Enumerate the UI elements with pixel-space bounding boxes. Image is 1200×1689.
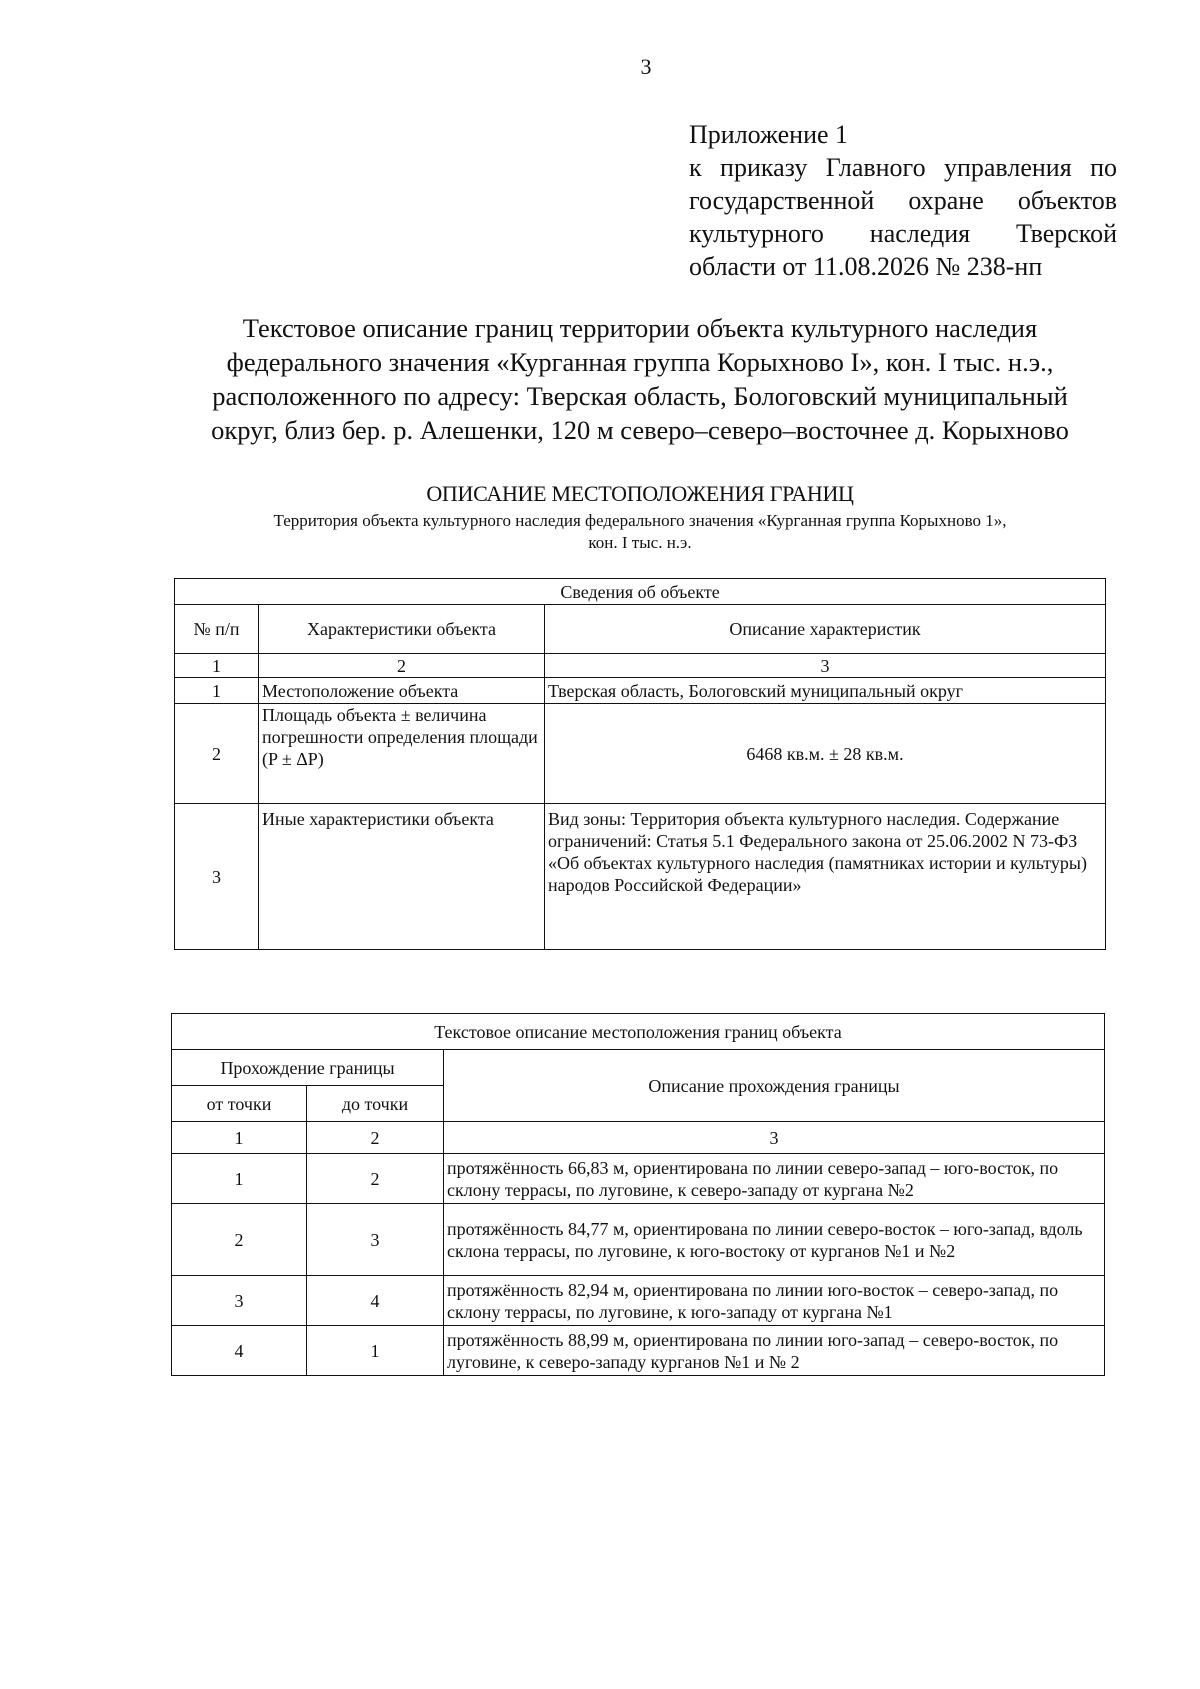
from-point: 1: [172, 1154, 307, 1204]
row-value: 6468 кв.м. ± 28 кв.м.: [545, 704, 1106, 804]
title-line: федерального значения «Курганная группа Корыхново I», кон. I тыс. н.э.,: [226, 347, 1054, 377]
table-row: [172, 1204, 1105, 1276]
boundary-description: протяжённость 84,77 м, ориентирована по линии северо-восток – юго-запад, вдоль склона террасы, по луговине, к юго-востоку от курганов №1 и №2: [444, 1204, 1105, 1276]
to-point-header: до точки: [307, 1086, 444, 1122]
table-row: [175, 804, 1106, 950]
from-point: 2: [172, 1204, 307, 1276]
from-point: 4: [172, 1326, 307, 1376]
section-heading: ОПИСАНИЕ МЕСТОПОЛОЖЕНИЯ ГРАНИЦ: [426, 481, 854, 506]
row-characteristic: Площадь объекта ± величина погрешности определения площади (P ± ΔP): [259, 704, 545, 804]
table-row: [172, 1326, 1105, 1376]
table-row: [175, 678, 1106, 704]
from-point: 3: [172, 1276, 307, 1326]
column-number: 1: [172, 1122, 307, 1154]
table-row: [172, 1154, 1105, 1204]
header-description: Описание характеристик: [545, 605, 1106, 654]
column-number: 2: [259, 654, 545, 678]
row-number: 3: [175, 804, 259, 950]
to-point: 3: [307, 1204, 444, 1276]
row-number: 2: [175, 704, 259, 804]
title-line: округ, близ бер. р. Алешенки, 120 м северо–северо–восточнее д. Корыхново: [211, 415, 1069, 445]
to-point: 1: [307, 1326, 444, 1376]
appendix-line: культурного наследия Тверской: [689, 219, 1117, 248]
header-characteristic: Характеристики объекта: [259, 605, 545, 654]
title-line: Текстовое описание границ территории объекта культурного наследия: [242, 313, 1038, 343]
object-table-caption: Сведения об объекте: [175, 579, 1106, 605]
row-number: 1: [175, 678, 259, 704]
boundary-description-table: [171, 1013, 1105, 1376]
column-number: 3: [444, 1122, 1105, 1154]
row-characteristic: Иные характеристики объекта: [259, 804, 545, 950]
appendix-line: государственной охране объектов: [689, 186, 1117, 215]
boundary-description-header: Описание прохождения границы: [444, 1050, 1105, 1122]
boundary-description: протяжённость 82,94 м, ориентирована по линии юго-восток – северо-запад, по склону террасы, по луговине, к юго-западу от кургана №1: [444, 1276, 1105, 1326]
boundary-table-caption: Текстовое описание местоположения границ объекта: [172, 1014, 1105, 1050]
appendix-line: Приложение 1: [689, 120, 849, 149]
subtitle-line: Территория объекта культурного наследия федерального значения «Курганная группа Корыхново 1»,: [273, 511, 1007, 530]
title-line: расположенного по адресу: Тверская область, Бологовский муниципальный: [212, 381, 1068, 411]
boundary-group-header: Прохождение границы: [172, 1050, 444, 1086]
appendix-block: [689, 118, 1117, 283]
from-point-header: от точки: [172, 1086, 307, 1122]
row-value: Вид зоны: Территория объекта культурного наследия. Содержание ограничений: Статья 5.1 Федерального закона от 25.06.2002 N 73-ФЗ «Об объектах культурного наследия (памятниках истории и культуры) народов Российской Федерации»: [545, 804, 1106, 950]
column-number: 3: [545, 654, 1106, 678]
table-row: [172, 1276, 1105, 1326]
page-number: 3: [640, 54, 652, 79]
object-info-table: [174, 578, 1106, 950]
appendix-line: к приказу Главного управления по: [689, 153, 1117, 182]
boundary-description: протяжённость 88,99 м, ориентирована по линии юго-запад – северо-восток, по луговине, к северо-западу курганов №1 и № 2: [444, 1326, 1105, 1376]
row-characteristic: Местоположение объекта: [259, 678, 545, 704]
appendix-line: области от 11.08.2026 № 238-нп: [689, 252, 1043, 281]
row-value: Тверская область, Бологовский муниципальный округ: [545, 678, 1106, 704]
table-row: [175, 704, 1106, 804]
to-point: 4: [307, 1276, 444, 1326]
header-number: № п/п: [175, 605, 259, 654]
document-title: [170, 311, 1110, 447]
boundary-description: протяжённость 66,83 м, ориентирована по линии северо-запад – юго-восток, по склону террасы, по луговине, к северо-западу от кургана №2: [444, 1154, 1105, 1204]
subtitle-line: кон. I тыс. н.э.: [588, 533, 692, 552]
to-point: 2: [307, 1154, 444, 1204]
column-number: 2: [307, 1122, 444, 1154]
section-subtitle: [190, 510, 1090, 554]
column-number: 1: [175, 654, 259, 678]
